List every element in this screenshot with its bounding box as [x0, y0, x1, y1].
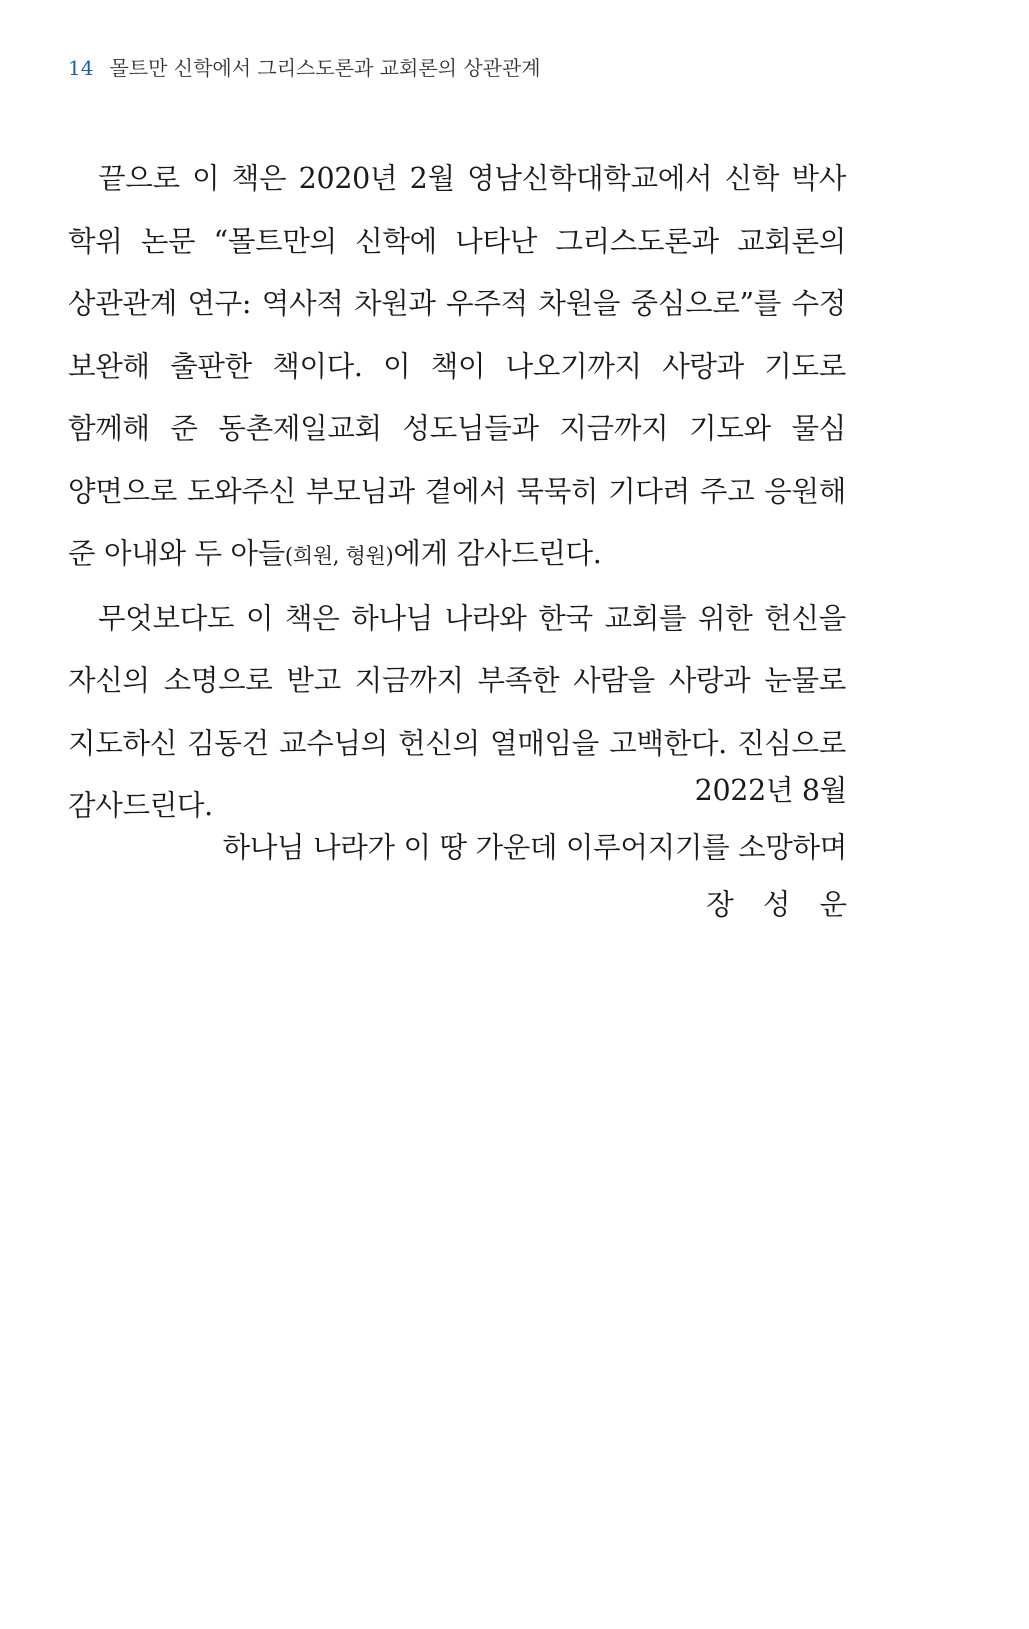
closing-block	[147, 762, 857, 933]
book-title: 몰트만 신학에서 그리스도론과 교회론의 상관관계	[109, 56, 541, 80]
paragraph-text-end: 에게 감사드린다.	[393, 537, 602, 570]
author-name: 장 성 운	[706, 888, 857, 921]
body-text	[68, 148, 846, 838]
closing-date: 2022년 8월	[694, 774, 847, 807]
paragraph-confession: 무엇보다도 이 책은 하나님 나라와 한국 교회를 위한 헌신을 자신의 소명으로 받고 지금까지 부족한 사람을 사랑과 눈물로 지도하신 김동건 교수님의 헌신의 열매임을 고백한다. 진심으로 감사드린다.	[68, 601, 846, 822]
author-signature	[147, 876, 857, 933]
running-header	[68, 52, 541, 81]
paragraph-text: 끝으로 이 책은 2020년 2월 영남신학대학교에서 신학 박사 학위 논문 “몰트만의 신학에 나타난 그리스도론과 교회론의 상관관계 연구: 역사적 차원과 우주적 차원을 중심으로”를 수정 보완해 출판한 책이다. 이 책이 나오기까지 사랑과 기도로 함께해 준 동촌제일교회 성도님들과 지금까지 기도와 물심 양면으로 도와주신 부모님과 곁에서 묵묵히 기다려 주고 응원해 준 아내와 두 아들	[68, 162, 846, 570]
sons-names: (희원, 형원)	[284, 544, 394, 568]
paragraph-acknowledgement	[68, 148, 846, 588]
closing-wish: 하나님 나라가 이 땅 가운데 이루어지기를 소망하며	[222, 831, 847, 864]
page-number: 14	[68, 56, 94, 80]
